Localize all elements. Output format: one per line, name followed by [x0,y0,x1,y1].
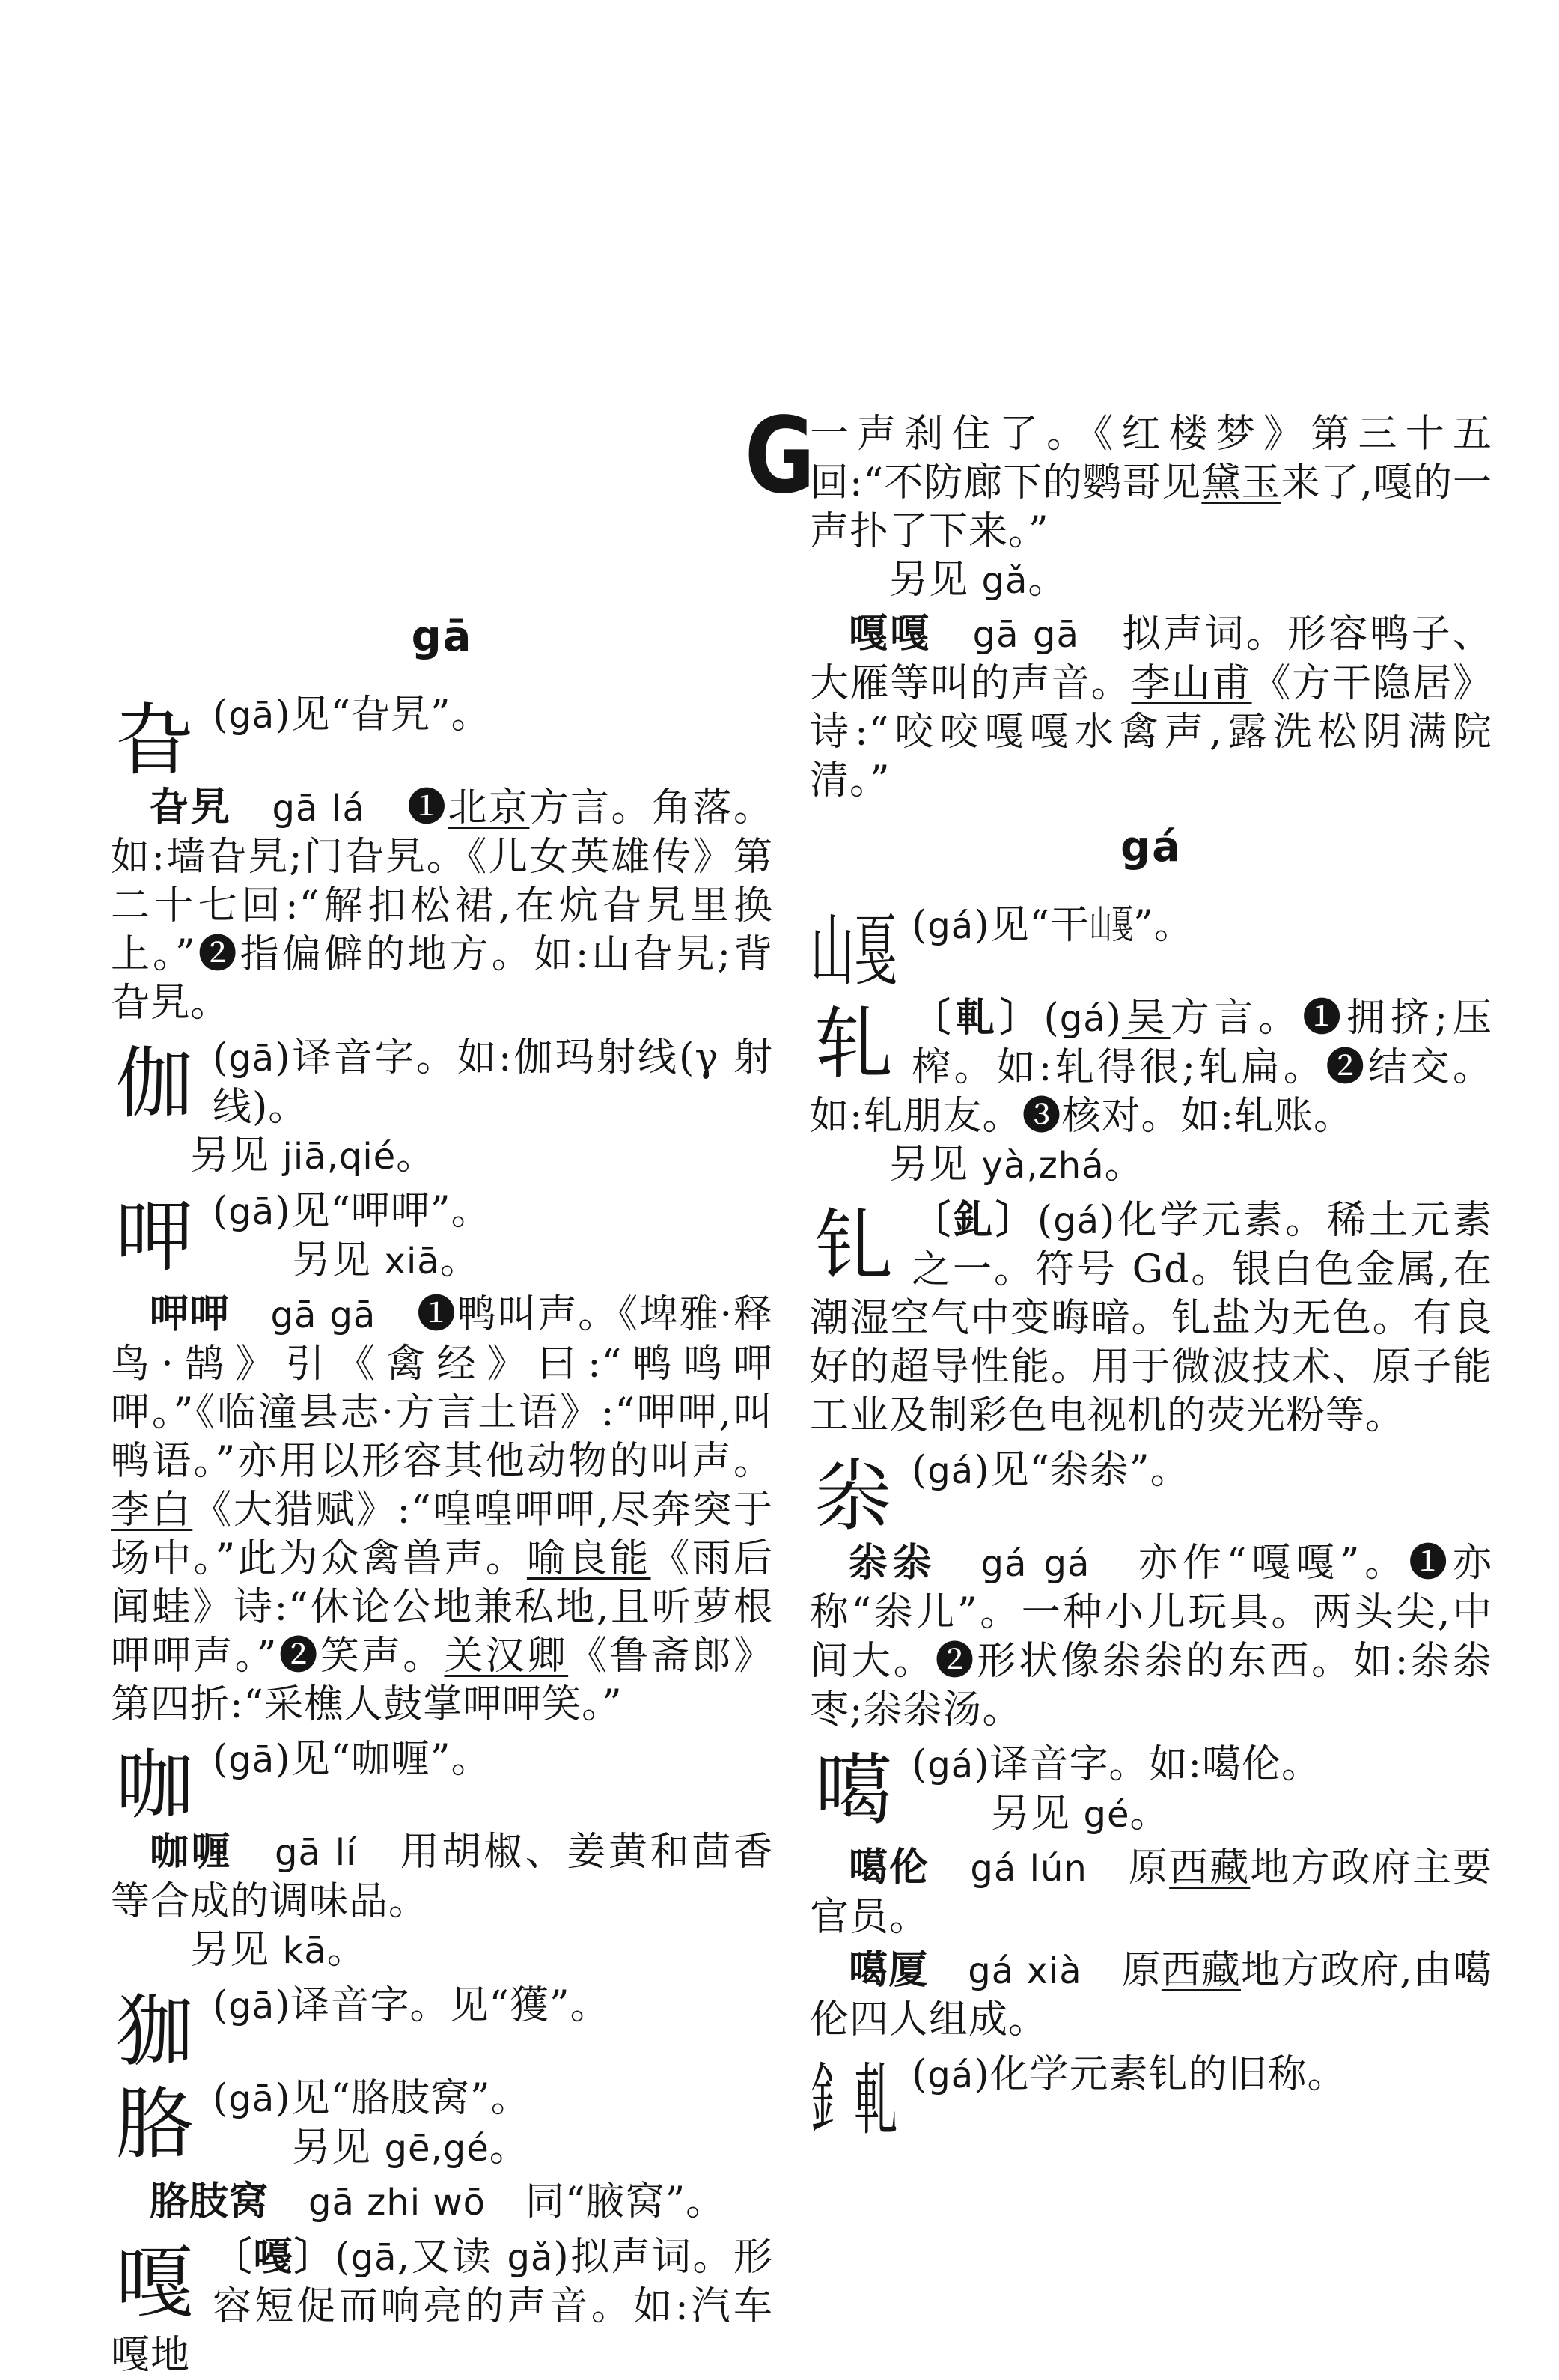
composite-character-part: 釒 [810,2054,855,2146]
see-also-note [810,1141,1492,1190]
text: 。 [1028,558,1068,603]
text: 。 [439,1238,480,1283]
text: ( [1043,996,1060,1041]
pinyin: gá [927,2054,974,2096]
text: 《方干隐居》诗:“咬咬嘎嘎水禽声,露洗松阴满院清。” [810,661,1492,803]
text: ( [213,1737,229,1782]
text: 方言。角落。如:墙旮旯;门旮旯。《儿女英雄传》第二十七回:“解扣松裙,在炕旮旯里换上。”❷指偏僻的地方。如:山旮旯;背旮旯。 [111,785,773,1026]
text: 原 [1081,1948,1162,1993]
text: ( [213,693,229,737]
entry-definition [111,691,773,740]
dictionary-entry [810,1196,1492,1440]
headword: 〔嘠〕 [213,2235,335,2280]
entry-head-character: 咖 [115,1739,195,1830]
dictionary-entry [810,2051,1492,2146]
text: )见“尜尜”。 [974,1448,1190,1493]
text: ( [213,2076,229,2121]
left-column [111,595,773,2380]
text: ❶鸭叫声。《埤雅·释鸟·鹄》引《禽经》曰:“鸭鸣呷呷。”《临潼县志·方言土语》:“呷呷,叫鸭语。”亦用以形容其他动物的叫声。 [111,1292,773,1484]
entry-definition [111,1034,773,1132]
pinyin: gǎ [981,560,1028,602]
pinyin: gā [228,1038,275,1080]
text: 《雨后闻蛙》诗:“休论公地兼私地,且听萝根呷呷声。”❷笑声。 [111,1536,773,1679]
text: )见“呷呷”。 [275,1189,491,1234]
compound-word-paragraph [111,1291,773,1729]
pinyin: xiā [384,1241,440,1282]
text: )化学元素。稀土元素之一。符号 Gd。银白色金属,在潮湿空气中变晦暗。钆盐为无色。有良好的超导性能。用于微波技术、原子能工业及制彩色电视机的荧光粉等。 [810,1198,1492,1438]
proper-noun-underlined: 吴 [1121,996,1171,1041]
text: ”。 [1133,903,1194,948]
entry-head-character: 呷 [115,1191,195,1282]
text: 另见 [991,1792,1084,1836]
text: )译音字。见“獲”。 [275,1983,610,2028]
headword: 噶伦 [849,1845,930,1890]
text: ,又读 [397,2235,507,2280]
entry-head-character [810,2054,898,2146]
pinyin: gá [1059,998,1106,1040]
headword: 旮旯 [150,785,232,830]
see-also-note [810,1790,1492,1839]
entry-definition [111,2075,773,2124]
entry-definition [810,1741,1492,1790]
entry-head-character: 嘎 [115,2237,195,2328]
text: ( [1037,1198,1054,1243]
entry-definition [810,2051,1492,2100]
pinyin: gā [350,2237,397,2279]
dictionary-entry [111,1187,773,1286]
pinyin: gā [228,1985,275,2027]
dictionary-entry [810,994,1492,1190]
entry-definition [810,1446,1492,1496]
headword: 尜尜 [849,1541,937,1586]
pinyin: gé [1083,1794,1130,1836]
text [231,785,272,830]
proper-noun-underlined: 李白 [111,1488,193,1533]
entry-head-character: 㹢 [115,1985,195,2077]
text: 用胡椒、姜黄和茴香等合成的调味品。 [111,1830,773,1924]
dictionary-entry [111,691,773,786]
text: )见“咖喱”。 [275,1737,491,1782]
pinyin: gā lá [272,788,365,830]
headword: 胳肢窝 [150,2179,269,2224]
pinyin: gá gá [980,1543,1090,1585]
text: )见“干 [974,903,1090,948]
text: 。 [1129,1792,1170,1836]
pinyin: gá [1053,1200,1100,1242]
pinyin: gā [228,1739,275,1781]
right-column [810,410,1492,2146]
composite-character-part: 戛 [1111,903,1134,948]
text: )译音字。如:噶伦。 [974,1742,1321,1787]
proper-noun-underlined: 西藏 [1161,1948,1241,1993]
entry-definition [810,1196,1492,1440]
text [233,1830,275,1875]
text: )译音字。如:伽玛射线(γ 射线)。 [213,1035,773,1130]
entry-head-character: 尜 [814,1450,894,1541]
dictionary-entry [810,901,1492,996]
compound-word-paragraph [810,1539,1492,1735]
entry-definition [111,1187,773,1237]
text: 。 [489,2125,529,2170]
inline-composite-character [1090,901,1133,950]
text: 。 [326,1928,367,1973]
entry-definition [810,994,1492,1141]
text: )见“胳肢窝”。 [275,2076,531,2121]
text: ❶ [364,785,448,830]
text: 地方政府主要官员。 [810,1845,1492,1940]
text [931,612,972,657]
entry-definition [111,1735,773,1785]
compound-word-paragraph [111,2178,773,2227]
pinyin: gā gā [972,614,1079,656]
composite-character-part: 山 [1090,903,1112,948]
text: ( [213,1189,229,1234]
entry-head-character: 伽 [115,1038,195,1129]
see-also-note [111,1132,773,1181]
pinyin: gā [228,2078,275,2120]
entry-head-character: 胳 [115,2078,195,2170]
text: 一声刹住了。《红楼梦》第三十五回:“不防廊下的鹦哥见 [810,412,1492,505]
see-also-note [810,556,1492,606]
proper-noun-underlined: 关汉卿 [444,1634,569,1679]
text [937,1541,981,1586]
text: )化学元素钆的旧称。 [974,2052,1347,2097]
pinyin: gá xià [968,1950,1082,1992]
text: ( [335,2235,351,2280]
text: 亦作“嘎嘎”。❶亦称“尜儿”。一种小儿玩具。两头尖,中间大。❷形状像尜尜的东西。如:尜尜枣;尜尜汤。 [810,1541,1492,1732]
text: 地方政府,由噶伦四人组成。 [810,1948,1492,2042]
text: ) [1105,996,1122,1041]
pinyin: gá [927,905,974,947]
compound-word-paragraph [810,1844,1492,1942]
pinyin: gā gā [270,1294,376,1336]
headword: 嘎嘎 [849,612,932,657]
entry-definition [810,901,1492,951]
text: 拟声词。形容鸭子、大雁等叫的声音。 [810,612,1492,706]
text: 原 [1087,1845,1170,1890]
text: 另见 [889,558,982,603]
pinyin: gā lí [274,1832,357,1874]
entry-definition [111,2233,773,2380]
compound-word-paragraph [111,784,773,1028]
composite-character-part: 山 [810,905,855,996]
headword: 噶厦 [849,1948,929,1993]
pinyin: gā zhi wō [308,2182,486,2224]
headword: 呷呷 [150,1292,231,1337]
composite-character-part: 戛 [854,905,898,996]
text: ( [912,1742,928,1787]
text [231,1292,271,1337]
text: ( [213,1035,229,1080]
headword: 〔釓〕 [912,1198,1037,1243]
text: 另见 [190,1133,283,1178]
text: 另见 [889,1142,982,1187]
headword: 〔軋〕 [912,996,1044,1041]
text [269,2179,308,2224]
pinyin-section-header: gá [1120,823,1182,871]
see-also-note [111,1926,773,1976]
entry-head-character: 轧 [814,998,894,1089]
text: 《鲁斋郎》第四折:“采樵人鼓掌呷呷笑。” [111,1634,773,1727]
entry-definition [111,1982,773,2031]
text: )拟声词。形容短促而响亮的声音。如:汽车嘎地 [111,2235,773,2378]
text: 同“腋窝”。 [486,2179,726,2224]
proper-noun-underlined: 李山甫 [1131,661,1252,706]
pinyin: gā [228,1191,275,1233]
pinyin: gǎ [507,2237,554,2279]
dictionary-entry [810,1446,1492,1541]
pinyin: gá [927,1744,974,1786]
see-also-note [111,1237,773,1286]
pinyin: yà,zhá [981,1145,1105,1187]
pinyin: gā [228,695,275,737]
dictionary-entry [111,2233,773,2380]
entry-head-character: 旮 [115,695,195,786]
text: ( [912,903,928,948]
pinyin: gá lún [970,1848,1087,1890]
pinyin: gá [927,1450,974,1492]
proper-noun-underlined: 黛玉 [1201,460,1281,505]
pinyin: jiā,qié [282,1136,397,1178]
text: 《大猎赋》:“喤喤呷呷,尽奔突于场中。”此为众禽兽声。 [111,1488,773,1581]
dictionary-entry [111,1735,773,1830]
text: 另见 [292,2125,385,2170]
text: 来了,嘎的一声扑了下来。” [810,460,1492,554]
dictionary-entry [111,1034,773,1181]
proper-noun-underlined: 北京 [448,785,530,830]
entry-head-character: 钆 [814,1200,894,1291]
dictionary-entry [810,1741,1492,1839]
pinyin: gē,gé [384,2128,489,2170]
entry-head-character: 噶 [814,1744,894,1836]
dictionary-entry [111,2075,773,2173]
pinyin: kā [282,1930,327,1972]
text: ( [213,1983,229,2028]
text: )见“旮旯”。 [275,693,491,737]
text: 。 [1104,1142,1144,1187]
continuation-paragraph [810,410,1492,556]
pinyin-section-header: gā [411,612,473,661]
see-also-note [111,2124,773,2173]
compound-word-paragraph [111,1828,773,1926]
text: 方言。❶拥挤;压榨。如:轧得很;轧扁。❷结交。如:轧朋友。❸核对。如:轧账。 [810,996,1492,1139]
section-letter-heading: G [744,395,815,517]
text: 另见 [190,1928,283,1973]
proper-noun-underlined: 喻良能 [526,1536,651,1581]
text: ( [912,1448,928,1493]
text: 。 [396,1133,436,1178]
compound-word-paragraph [810,1947,1492,2045]
text [930,1845,970,1890]
proper-noun-underlined: 西藏 [1169,1845,1251,1890]
text: 另见 [292,1238,385,1283]
headword: 咖喱 [150,1830,234,1875]
text: ( [912,2052,928,2097]
entry-head-character [810,907,898,994]
compound-word-paragraph [810,610,1492,806]
dictionary-entry [111,1982,773,2077]
composite-character-part: 軋 [854,2054,898,2146]
text [928,1948,968,1993]
